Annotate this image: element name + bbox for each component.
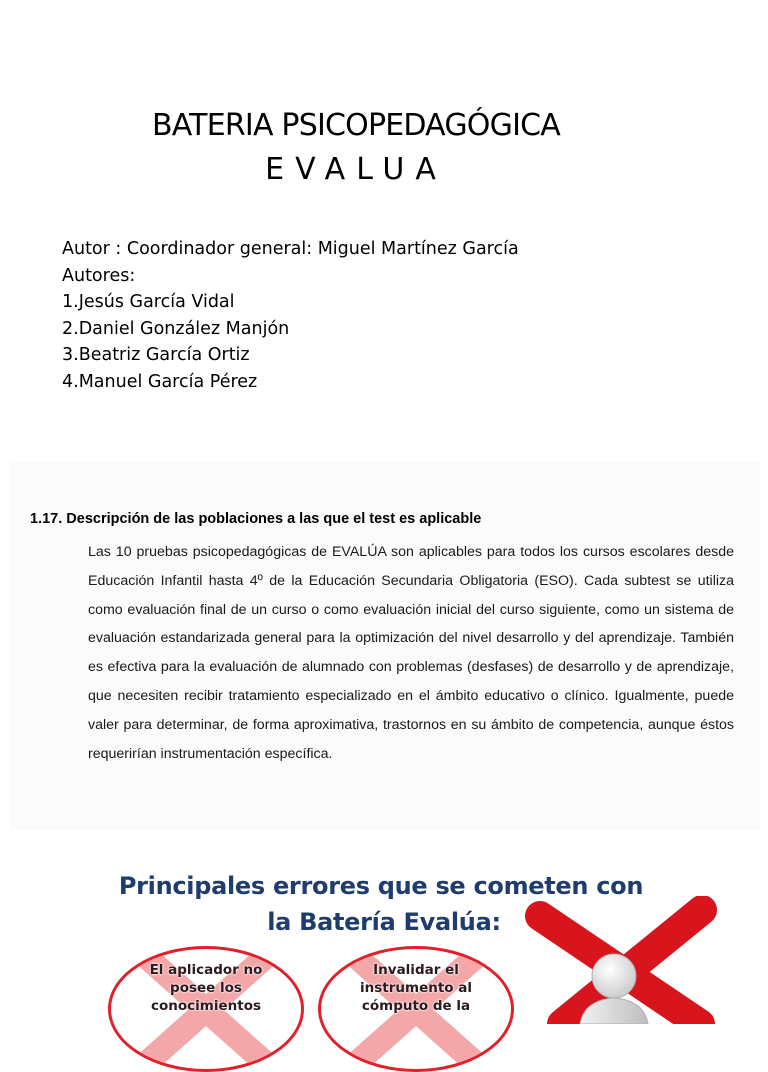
error-oval-2 [318, 946, 514, 1072]
error-1-line-1: El aplicador no [149, 962, 263, 978]
error-1-line-3: conocimientos [150, 998, 262, 1014]
author-line-2: 2.Daniel González Manjón [62, 318, 290, 339]
error-2-line-2: instrumento al [360, 980, 472, 996]
author-line-3: 3.Beatriz García Ortiz [62, 345, 250, 365]
author-line-coordinator: Autor : Coordinador general: Miguel Martínez García [62, 239, 519, 259]
author-line-1: 1.Jesús García Vidal [62, 292, 235, 312]
error-1-line-2: posee los [170, 980, 242, 996]
error-text-2 [321, 961, 511, 1015]
author-line-4: 4.Manuel García Pérez [62, 371, 258, 392]
error-2-line-3: cómputo de la [361, 998, 471, 1014]
main-title: BATERIA PSICOPEDAGÓGICA [152, 108, 560, 143]
errors-title-line-2: la Batería Evalúa: [267, 908, 501, 936]
person-big-x-icon [522, 896, 722, 1024]
main-subtitle: EVALUA [265, 152, 447, 187]
error-2-line-1: Invalidar el [373, 962, 459, 978]
section-paragraph: Las 10 pruebas psicopedagógicas de EVALÚA son aplicables para todos los cursos escolares desde Educación Infantil hasta 4º de la Educación Secundaria Obligatoria (ESO). Cada subtest se utiliza como evaluación final de un curso o como evaluación inicial del curso siguiente, como un sistema de evaluación estandarizada general para la optimización del nivel desarrollo y del aprendizaje. También es efectiva para la evaluación de alumnado con problemas (desfases) de desarrollo y de aprendizaje, que necesiten recibir tratamiento especializado en el ámbito educativo o clínico. Igualmente, puede valer para determinar, de forma aproximativa, trastornos en su ámbito de competencia, aunque éstos requerirían instrumentación específica. [88, 544, 734, 762]
error-text-1 [111, 961, 301, 1015]
author-line-header: Autores: [62, 265, 136, 286]
errors-title-line-1: Principales errores que se cometen con [118, 872, 644, 900]
error-oval-1 [108, 946, 304, 1072]
authors-block [62, 236, 519, 395]
section-heading: 1.17. Descripción de las poblaciones a las que el test es aplicable [30, 511, 482, 527]
